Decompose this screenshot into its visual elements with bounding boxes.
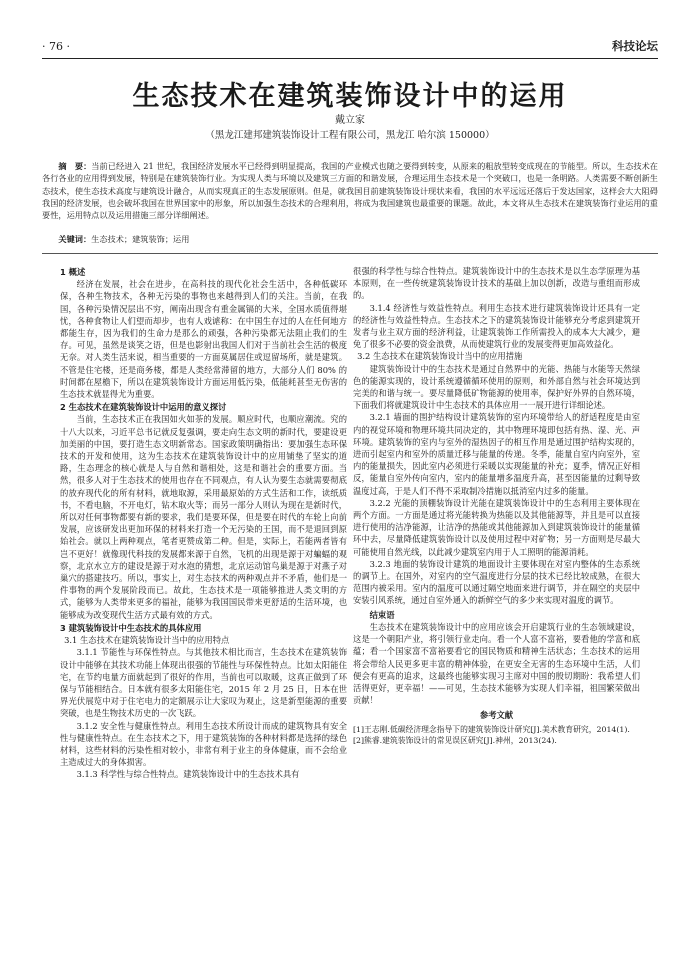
keywords-text: 生态技术；建筑装饰；运用: [91, 234, 190, 244]
section-heading: 2 生态技术在建筑装饰设计中运用的意义探讨: [60, 402, 227, 413]
right-column: [353, 265, 640, 955]
page-number: · 76 ·: [42, 40, 70, 53]
abstract-label: 摘 要：: [58, 161, 92, 171]
keywords: [42, 233, 658, 245]
references-heading: 参考文献: [479, 710, 514, 721]
subsection-heading: 3.1 生态技术在建筑装饰设计当中的应用特点: [64, 635, 230, 646]
paragraph: 3.1.2 安全性与健康性特点。利用生态技术所设计而成的建筑物具有安全性与健康性特点。在生态技术之下，用于建筑装饰的各种材料都是选择的绿色材料，这些材料的污染性相对较小，非常有利于业主的身体健康，而不会给业主造成过大的身体损害。: [60, 720, 347, 768]
paragraph: 当前，生态技术正在我国如火如荼的发展。顺应时代，也顺应潮流。究的十八大以来，习近平总书记就反复强调，要走向生态文明的新时代，要建设更加美丽的中国，要打造生态文明新常态。国家政策明确指出：要加强生态环保技术的开发和使用，这为生态技术在建筑装饰设计中的应用铺垫了坚实的道路，生态理念的核心就是人与自然和谐相处，这是和谐社会的重要方面。当然，很多人对于生态技术的使用也存在不同观点，有人认为要生态就需要彻底的放弃现代化的所有材料，就地取源，采用最原始的方式生活和工作，读纸质书，不看电脑，不开电灯，钻木取火等；而另一部分人则认为现在是新时代，所以对任何事物都要有新的要求，我们是要环保，但是要在时代的车轮上向前发展，应该研发出更加环保的材料来打造一个无污染的王国，而不是退回到原始社会。就以上两种观点，笔者更赞成第二种。但是，实际上，若能两者皆有岂不更好！就像现代科技的发展都来源于自然，飞机的出现是源于对蝙蝠的观察，北京水立方的建设是源于对水泡的猜想，北京运动馆鸟巢是源于对燕子对巢穴的搭建技巧。所以，事实上，对生态技术的两种观点并不矛盾，他们是一件事物的两个发展阶段而已。故此，生态技术是一项能够推进人类文明的方式，能够为人类带来更多的福祉，能够为我国国民带来更舒适的生活环境，也能够成为改变现代生活方式最有效的方式。: [60, 414, 347, 620]
reference-item: [1]王志刚.低碳经济理念指导下的建筑装饰设计研究[J].美术教育研究，2014(1).: [353, 724, 630, 734]
paragraph: 3.1.1 节能性与环保性特点。与其他技术相比而言，生态技术在建筑装饰设计中能够在其技术功能上体现出很强的节能性与环保性特点。比如太阳能住宅，在节约电量方面就起到了很好的作用，当前也可以取暖，这真正做到了环保与节能相结合。日本就有很多太阳能住宅，2015 年 2 月 25 日，日本在世界光伏展览中对于住宅电力的定额展示让大家叹为观止，这是新型能源的重要突破，也是生物技术历史的一次飞跃。: [60, 647, 347, 719]
abstract: [42, 160, 658, 221]
author-name: 戴立家: [335, 115, 365, 126]
reference-item: [2]熊睿.建筑装饰设计的常见误区研究[J].神州，2013(24).: [353, 736, 557, 746]
paragraph: 3.1.4 经济性与效益性特点。利用生态技术进行建筑装饰设计还具有一定的经济性与效益性特点。生态技术之下的建筑装饰设计能够充分考虑到建筑开发者与业主双方面的经济利益，让建筑装饰工作所需投入的成本大大减少，避免了很多不必要的资金浪费，从而使建筑行业的发展变得更加高效益化。: [353, 302, 640, 350]
abstract-text: 当前已经进入 21 世纪，我国经济发展水平已经得到明显提高，我国的产业模式也随之要得到转变，从原来的粗放型转变成现在的节能型。所以，生态技术在各行各业的应用得到发展，特别是在建筑装饰行业。为实现人类与环境以及建筑三方面的和谐发展，合理运用生态技术是一个突破口，也是一条明路。人类需要不断创新生态技术，使生态技术高度与建筑设计融合，从而实现真正的生态发展原则。但是，就我国目前建筑装饰设计现状来看，我国的水平远远还落后于发达国家，这样会大大阻碍我国的经济发展，也会破坏我国在世界国家中的形象，所以加强生态技术的合理利用，将成为我国建筑也最重要的课题。故此，本文将从生态技术在建筑装饰行业运用的重要性，运用特点以及运用措施三部分详细阐述。: [42, 161, 658, 221]
section-heading: 1 概述: [60, 267, 86, 277]
subsection-heading: 3.2 生态技术在建筑装饰设计当中的应用措施: [357, 351, 523, 362]
running-header: [42, 38, 658, 58]
section-heading: 3 建筑装饰设计中生态技术的具体应用: [60, 622, 202, 633]
conclusion-heading: 结束语: [369, 609, 395, 620]
paragraph: 3.1.3 科学性与综合性特点。建筑装饰设计中的生态技术具有: [76, 769, 300, 780]
paragraph: 3.2.1 墙面的围护结构设计建筑装饰的室内环境带给人的舒适程度是由室内的视觉环境和物理环境共同决定的，其中物理环境即包括有热、湿、光、声环境。建筑装饰的室内与室外的湿热因子的相互作用是通过围护结构实现的，进而引起室内和室外的质量迁移与能量的传递。冬季，能量自室内向室外，室内的能量损失，因此室内必须进行采暖以实现能量的补充；夏季，情况正好相反，能量自室外传向室内，室内的能量增多温度升高，甚至因能量的过剩导致温度过高，于是人们不得不采取制冷措施以抵消室内过多的能量。: [353, 412, 640, 496]
paragraph: 经济在发展，社会在进步，在高科技的现代化社会生活中，各种低碳环保，各种生物技术，各种无污染的事物也来越得到人们的关注。当前，在我国，各种污染情况层出不穷，阐南出现含有重金属镉的大米，全国水质值得堪忧，各种食物让人们望而却步，也有人戏谑称：在中国生存过的人在任何地方都能生存，因为我们的生命力是那么的顽强，各种污染都无法阻止我们的生存。可见，虽然是谈笑之语，但是也影射出我国人们对于当前社会生活的极度无奈。对人类生活来说，相当重要的一方面莫属居住或逗留场所，就是建筑。不管是住宅楼，还是商务楼，都是人类经常滞留的地方，大部分人们 80% 的时间都在屋檐下，所以在建筑装饰设计方面运用低污染，低能耗甚至无伤害的生态技术就显得尤为重要。: [60, 279, 347, 400]
article-title: 生态技术在建筑装饰设计中的运用: [132, 81, 568, 112]
paragraph: 生态技术在建筑装饰设计中的应用应该会开启建筑行业的生态领域建设，这是一个朝阳产业，将引领行业走向。看一个人富不富裕，要看他的学富和底蕴；看一个国家富不富裕要看它的国民物质和精神生活状态；生态技术的运用将会带给人民更多更丰富的精神体验，在更安全无害的生态环境中生活，人们便会有更高的追求，这最终也能够实现习主席对中国的殷切期盼：我希望人们活得更好，更幸福！——可见，生态技术能够为实现人们幸福，祖国繁荣做出贡献！: [353, 621, 640, 706]
author-affiliation: （黑龙江建邦建筑装饰设计工程有限公司，黑龙江 哈尔滨 150000）: [205, 130, 495, 141]
journal-name: 科技论坛: [612, 39, 658, 53]
paragraph: 3.2.3 地面的装饰设计建筑的地面设计主要体现在对室内整体的生态系统的调节上。在国外，对室内的空气温度进行分层的技术已经比较成熟，在很大范围内被采用。室内的温度可以通过隔空地面来进行调节，并在隔空的夹层中安装引风系统，通过自室外通入的新鲜空气的多少来实现对温度的调节。: [353, 558, 640, 606]
paragraph: 很强的科学性与综合性特点。建筑装饰设计中的生态技术是以生态学原理为基本原则，在一些传统建筑装饰设计技术的基础上加以创新，改造与重组而形成的。: [353, 266, 640, 301]
left-column: [60, 265, 347, 955]
paragraph: 建筑装饰设计中的生态技术是通过自然界中的光能、热能与水能等天然绿色的能源实现的，设计系统遵循循环使用的原则，和外部自然与社会环境达到完美的和谐与统一。要尽量降低矿物能源的使用率，保护好外界的自然环境，下面我们将就建筑设计中生态技术的具体应用一一展开进行详细论述。: [353, 363, 640, 411]
keywords-label: 关键词：: [58, 234, 92, 244]
abstract-separator: [42, 253, 658, 254]
paragraph: 3.2.2 光能的顶棚装饰设计光能在建筑装饰设计中的生态利用主要体现在两个方面。一方面是通过将光能转换为热能以及其他能源等，并且是可以直接进行使用的洁净能源，让洁净的热能或其他能源加入到建筑装饰设计的能量循环中去，尽量降低建筑装饰设计以及使用过程中对矿物；另一方面则是尽最大可能使用自然光线，以此减少建筑室内用于人工照明的能源消耗。: [353, 497, 640, 557]
header-rule: [42, 58, 658, 59]
